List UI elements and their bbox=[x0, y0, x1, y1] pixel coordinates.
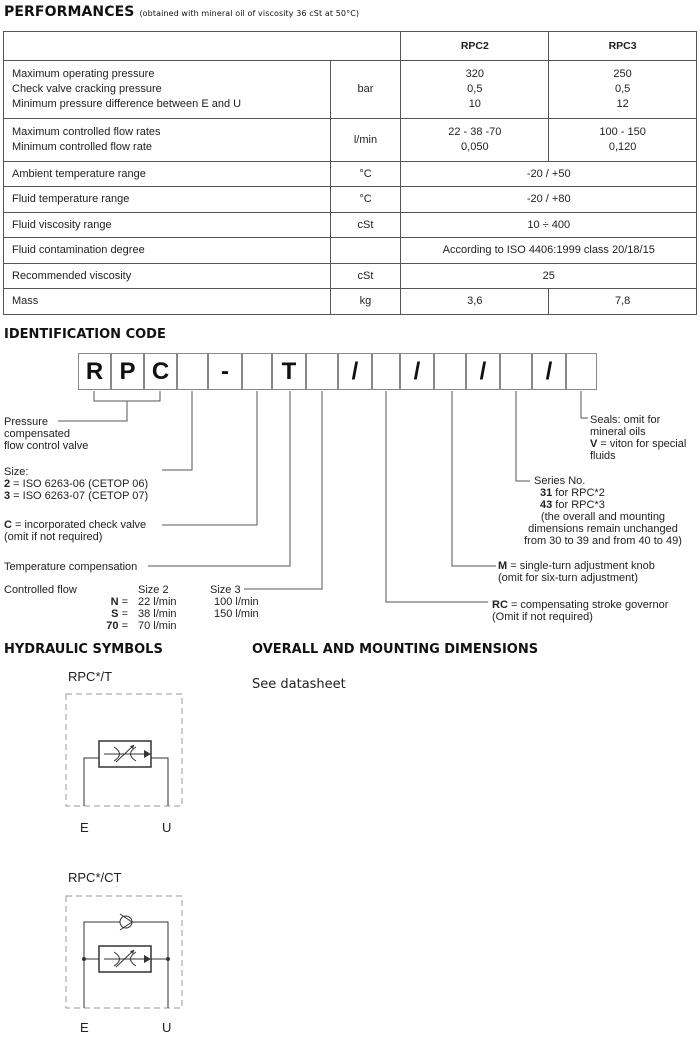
label-line bbox=[4, 519, 146, 531]
leader-temp bbox=[148, 391, 290, 566]
row-unit: kg bbox=[330, 289, 401, 315]
row-label: Fluid contamination degree bbox=[4, 238, 331, 264]
rc-text: = compensating stroke governor bbox=[507, 599, 669, 611]
temp-label: Temperature compensation bbox=[4, 561, 138, 573]
code-box: / bbox=[532, 353, 566, 390]
envelope-dashed bbox=[66, 896, 182, 1008]
code-box: T bbox=[272, 353, 306, 390]
knob-text: = single-turn adjustment knob bbox=[507, 560, 655, 572]
row-unit: cSt bbox=[330, 213, 401, 238]
seals-key: V bbox=[590, 438, 598, 450]
rc-label bbox=[492, 599, 668, 623]
check-branch-line bbox=[84, 922, 120, 1008]
junction-dot bbox=[166, 957, 170, 961]
label-line: Size: bbox=[4, 466, 29, 478]
flow-key bbox=[78, 608, 128, 620]
row-unit: °C bbox=[330, 187, 401, 213]
value-line: 320 bbox=[465, 68, 484, 80]
row-value: According to ISO 4406:1999 class 20/18/15 bbox=[401, 238, 697, 264]
label-line: Seals: omit for bbox=[590, 414, 661, 426]
label-line: Maximum operating pressure bbox=[12, 68, 155, 80]
header-rpc3: RPC3 bbox=[549, 32, 697, 61]
series-key: 43 bbox=[540, 499, 553, 511]
check-text: = incorporated check valve bbox=[11, 519, 147, 531]
row-unit: l/min bbox=[330, 119, 401, 162]
code-box: C bbox=[144, 353, 177, 390]
label-line: (omit if not required) bbox=[4, 531, 103, 543]
label-line bbox=[4, 478, 148, 490]
seals-label bbox=[590, 414, 686, 462]
value-line: 22 - 38 -70 bbox=[448, 126, 502, 138]
label-line: from 30 to 39 and from 40 to 49) bbox=[524, 535, 682, 547]
envelope-dashed bbox=[66, 694, 182, 806]
symbol2-diagram bbox=[60, 892, 190, 1022]
row-value: 10 ÷ 400 bbox=[401, 213, 697, 238]
check-key: C bbox=[4, 519, 12, 531]
flow-s2: 38 l/min bbox=[138, 608, 177, 620]
row-label: Fluid temperature range bbox=[4, 187, 331, 213]
label-line: Check valve cracking pressure bbox=[12, 83, 162, 95]
label-line bbox=[534, 487, 605, 499]
leader-size bbox=[162, 391, 192, 470]
size-key: 3 bbox=[4, 490, 11, 502]
leader-knob bbox=[452, 391, 496, 566]
knob-label bbox=[498, 560, 655, 584]
label-line: Minimum controlled flow rate bbox=[12, 141, 152, 153]
knob-key: M bbox=[498, 560, 508, 572]
symbol2-label: RPC*/CT bbox=[68, 870, 122, 885]
dimensions-text: See datasheet bbox=[252, 677, 346, 692]
value-line: 10 bbox=[468, 98, 481, 110]
pressure-label bbox=[4, 416, 88, 452]
label-line: dimensions remain unchanged bbox=[528, 523, 678, 535]
label-line bbox=[492, 599, 668, 611]
value-line: 12 bbox=[616, 98, 629, 110]
series-note bbox=[506, 511, 700, 547]
row-label: Ambient temperature range bbox=[4, 162, 331, 187]
label-line bbox=[4, 490, 148, 502]
size-text: = ISO 6263-07 (CETOP 07) bbox=[10, 490, 149, 502]
flow-s3: 150 l/min bbox=[214, 608, 259, 620]
leader-flow bbox=[244, 391, 322, 589]
size-label bbox=[4, 466, 148, 502]
code-box: - bbox=[208, 353, 242, 390]
flow-key-text: 70 bbox=[106, 620, 119, 632]
port-e-line bbox=[84, 758, 99, 806]
hydraulic-title: HYDRAULIC SYMBOLS bbox=[4, 642, 163, 657]
symbol2-e-label: E bbox=[80, 1020, 89, 1035]
label-line: (the overall and mounting bbox=[540, 511, 666, 523]
performances-title: PERFORMANCES bbox=[4, 4, 135, 20]
code-box: / bbox=[466, 353, 500, 390]
symbol1-e-label: E bbox=[80, 820, 89, 835]
row-rpc2: 3,6 bbox=[401, 289, 549, 315]
flow-s2: 70 l/min bbox=[138, 620, 177, 632]
row-rpc3: 7,8 bbox=[549, 289, 697, 315]
rc-key: RC bbox=[492, 599, 508, 611]
symbol1-diagram bbox=[60, 690, 190, 820]
label-line: Maximum controlled flow rates bbox=[12, 126, 161, 138]
series-label bbox=[534, 475, 605, 511]
symbol2-u-label: U bbox=[162, 1020, 172, 1035]
flow-eq: = bbox=[118, 596, 128, 608]
check-label bbox=[4, 519, 146, 543]
label-line: Minimum pressure difference between E and U bbox=[12, 98, 242, 110]
arrow-head bbox=[144, 750, 151, 758]
label-line: fluids bbox=[590, 450, 616, 462]
code-box: P bbox=[111, 353, 144, 390]
row-unit: cSt bbox=[330, 264, 401, 289]
flow-key bbox=[78, 620, 128, 632]
label-line: (Omit if not required) bbox=[492, 611, 593, 623]
row-value: -20 / +80 bbox=[401, 187, 697, 213]
code-box: R bbox=[78, 353, 111, 390]
flow-key bbox=[78, 596, 128, 608]
value-line: 0,050 bbox=[461, 141, 489, 153]
label-line: mineral oils bbox=[590, 426, 646, 438]
code-box: / bbox=[338, 353, 372, 390]
flow-size3-header: Size 3 bbox=[210, 584, 241, 596]
leader-check bbox=[162, 391, 257, 525]
label-line: flow control valve bbox=[4, 440, 89, 452]
label-line: Series No. bbox=[534, 475, 586, 487]
size-text: = ISO 6263-06 (CETOP 06) bbox=[10, 478, 149, 490]
flow-label: Controlled flow bbox=[4, 584, 77, 596]
series-key: 31 bbox=[540, 487, 553, 499]
label-line bbox=[534, 499, 605, 511]
series-text: for RPC*3 bbox=[552, 499, 605, 511]
row-unit: °C bbox=[330, 162, 401, 187]
symbol1-u-label: U bbox=[162, 820, 172, 835]
row-label: Mass bbox=[4, 289, 331, 315]
leader-series bbox=[516, 391, 530, 481]
junction-dot bbox=[82, 957, 86, 961]
label-line: Pressure bbox=[4, 416, 49, 428]
series-text: for RPC*2 bbox=[552, 487, 605, 499]
port-u-line bbox=[151, 758, 168, 806]
flow-s3: 100 l/min bbox=[214, 596, 259, 608]
flow-key-text: S bbox=[111, 608, 119, 620]
flow-key-text: N bbox=[110, 596, 119, 608]
dimensions-title: OVERALL AND MOUNTING DIMENSIONS bbox=[252, 642, 539, 657]
header-rpc2: RPC2 bbox=[401, 32, 549, 61]
leader-rc bbox=[386, 391, 488, 602]
identification-title: IDENTIFICATION CODE bbox=[4, 327, 166, 342]
symbol1-label: RPC*/T bbox=[68, 669, 113, 684]
seals-text: = viton for special bbox=[597, 438, 687, 450]
flow-eq: = bbox=[118, 608, 128, 620]
arrow-head bbox=[144, 955, 151, 963]
value-line: 0,5 bbox=[467, 83, 483, 95]
label-line: (omit for six-turn adjustment) bbox=[498, 572, 638, 584]
flow-size2-header: Size 2 bbox=[138, 584, 169, 596]
value-line: 100 - 150 bbox=[599, 126, 646, 138]
code-box: / bbox=[400, 353, 434, 390]
value-line: 0,120 bbox=[608, 141, 637, 153]
label-line: compensated bbox=[4, 428, 71, 440]
label-line bbox=[498, 560, 655, 572]
label-line bbox=[590, 438, 686, 450]
performances-subtitle: (obtained with mineral oil of viscosity 36 cSt at 50°C) bbox=[139, 9, 360, 18]
leader-seals bbox=[581, 391, 588, 418]
row-value: -20 / +50 bbox=[401, 162, 697, 187]
bracket-line bbox=[94, 391, 160, 401]
flow-eq: = bbox=[118, 620, 128, 632]
row-label: Fluid viscosity range bbox=[4, 213, 331, 238]
value-line: 250 bbox=[613, 68, 632, 80]
size-key: 2 bbox=[4, 478, 11, 490]
flow-s2: 22 l/min bbox=[138, 596, 177, 608]
row-unit: bar bbox=[330, 61, 401, 119]
check-branch-line bbox=[132, 922, 168, 1008]
value-line: 0,5 bbox=[614, 83, 631, 95]
row-value: 25 bbox=[401, 264, 697, 289]
row-label: Recommended viscosity bbox=[4, 264, 331, 289]
